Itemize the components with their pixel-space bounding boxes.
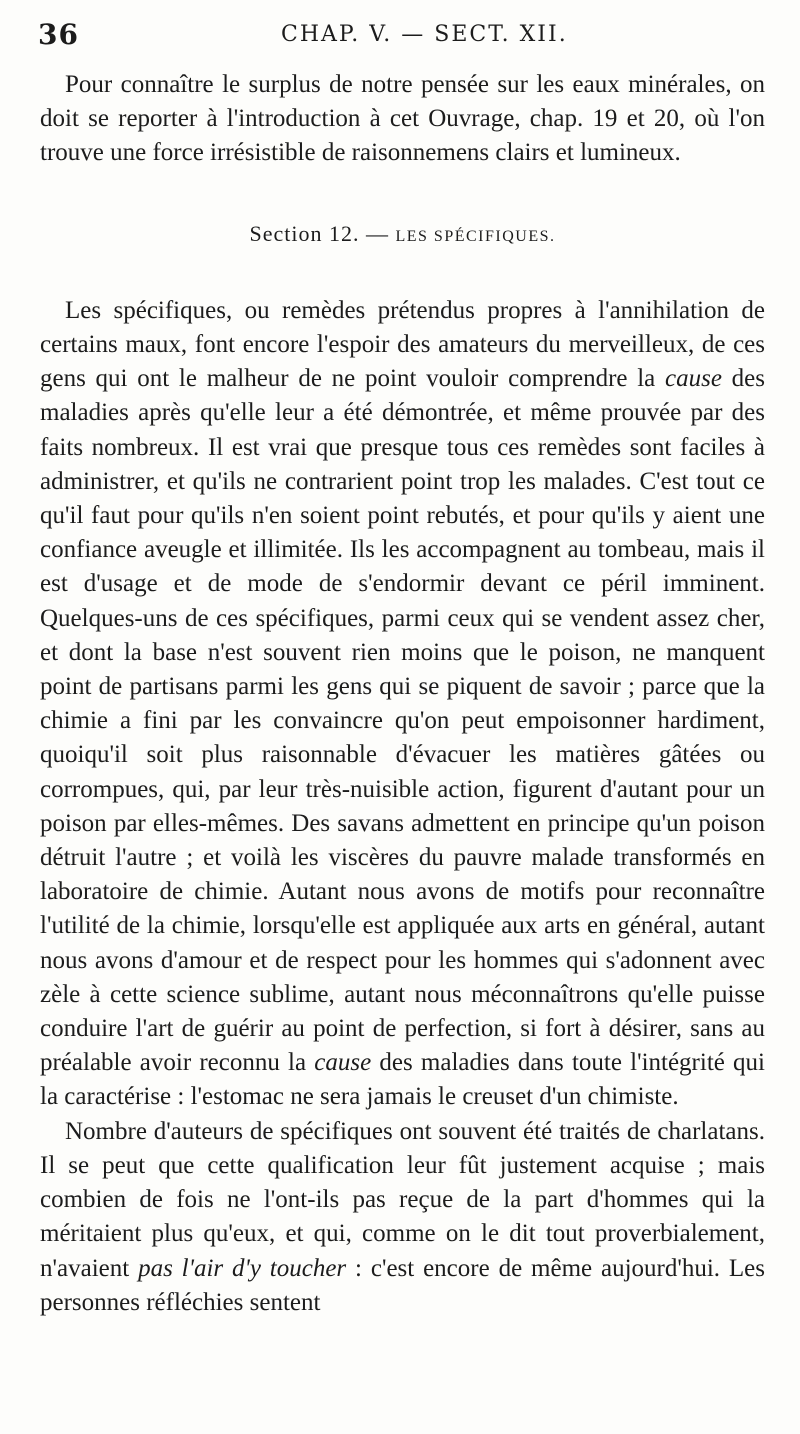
emphasis-cause: cause	[314, 1049, 372, 1077]
running-head	[38, 18, 760, 58]
paragraph-specifiques	[40, 294, 765, 1115]
paragraph-charlatans	[40, 1115, 765, 1320]
section-heading	[40, 217, 765, 254]
emphasis-proverb: pas l'air d'y toucher	[138, 1254, 347, 1282]
paragraph-text: des maladies dans toute l'intégrité qui la caractérise : l'estomac ne sera jamais le creuset d'un chimiste.	[40, 1049, 765, 1111]
chapter-heading: CHAP. V. — SECT. XII.	[281, 22, 568, 47]
paragraph-text: Nombre d'auteurs de spécifiques ont souvent été traités de charlatans. Il se peut que cette qualification leur fût justement acquise ; mais combien de fois ne l'ont-ils pas reçue de la part d'hommes qui la méritaient plus qu'eux, et qui, comme on le dit tout proverbialement, n'avaient	[40, 1117, 765, 1282]
paragraph-text: des maladies après qu'elle leur a été démontrée, et même prouvée par des faits nombreux. Il est vrai que presque tous ces remèdes sont faciles à administrer, et qu'ils ne contrarient point trop les malades. C'est tout ce qu'il faut pour qu'ils n'en soient point rebutés, et pour qu'ils y aient une confiance aveugle et illimitée. Ils les accompagnent au tombeau, mais il est d'usage et de mode de s'endormir devant ce péril imminent. Quelques-uns de ces spécifiques, parmi ceux qui se vendent assez cher, et dont la base n'est souvent rien moins que le poison, ne manquent point de partisans parmi les gens qui se piquent de savoir ; parce que la chimie a fini par les convaincre qu'on peut empoisonner hardiment, quoiqu'il soit plus raisonnable d'évacuer les matières gâtées ou corrompues, qui, par leur très-nuisible action, figurent d'autant pour un poison par elles-mêmes. Des savans admettent en principe qu'un poison détruit l'autre ; et voilà les viscères du pauvre malade transformés en laboratoire de chimie. Autant nous avons de motifs pour reconnaître l'utilité de la chimie, lorsqu'elle est appliquée aux arts en général, autant nous avons d'amour et de respect pour les hommes qui s'adonnent avec zèle à cette science sublime, autant nous méconnaîtrons qu'elle puisse conduire l'art de guérir au point de perfection, si fort à désirer, sans au préalable avoir reconnu la	[40, 365, 765, 1077]
page-number: 36	[38, 18, 79, 51]
body-text	[40, 68, 765, 1320]
emphasis-cause: cause	[665, 365, 722, 393]
paragraph-text: Les spécifiques, ou remèdes prétendus propres à l'annihilation de certains maux, font encore l'espoir des amateurs du merveilleux, de ces gens qui ont le malheur de ne point vouloir comprendre la	[40, 296, 765, 393]
paragraph-text: : c'est encore de même aujourd'hui. Les personnes réfléchies sentent	[40, 1254, 766, 1316]
paragraph-eaux-minerales: Pour connaître le surplus de notre pensée sur les eaux minérales, on doit se reporter à l'introduction à cet Ouvrage, chap. 19 et 20, où l'on trouve une force irrésistible de raisonnemens clairs et lumineux.	[40, 71, 765, 167]
section-title: LES SPÉCIFIQUES.	[395, 227, 556, 245]
section-label: Section 12. —	[249, 220, 389, 246]
